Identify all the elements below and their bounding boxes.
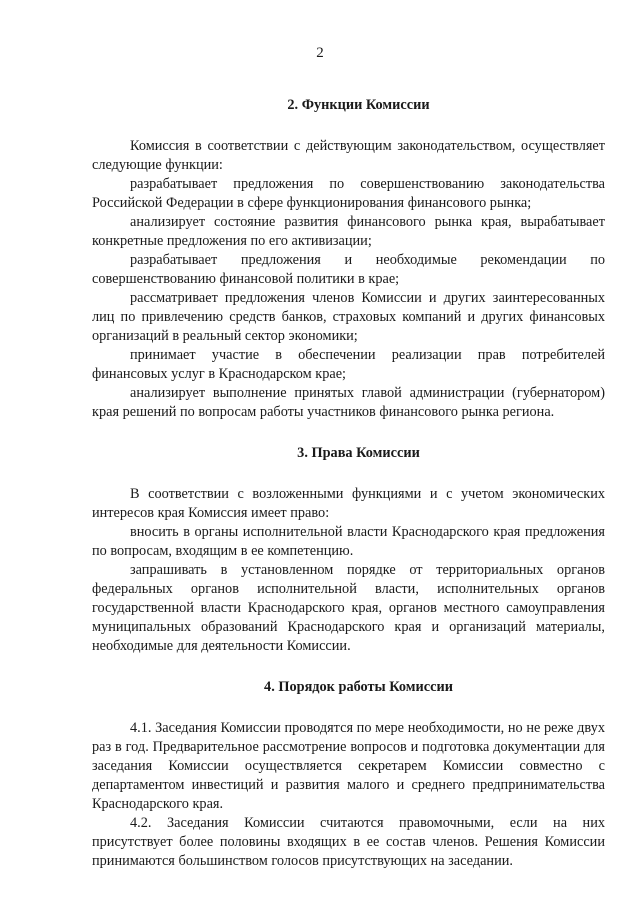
- paragraph: разрабатывает предложения и необходимые рекомендации по совершенствованию финансовой политики в крае;: [92, 252, 605, 287]
- section-heading: 3. Права Комиссии: [297, 445, 420, 461]
- section-rights: [92, 444, 605, 656]
- paragraph: разрабатывает предложения по совершенствованию законодательства Российской Федерации в сфере функционирования финансового рынка;: [92, 176, 605, 211]
- paragraph: рассматривает предложения членов Комиссии и других заинтересованных лиц по привлечению средств банков, страховых компаний и других финансовых организаций в реальный сектор экономики;: [92, 290, 605, 344]
- paragraph: 4.2. Заседания Комиссии считаются правомочными, если на них присутствует более половины входящих в ее состав членов. Решения Комиссии принимаются большинством голосов присутствующих на заседании.: [92, 815, 605, 869]
- page-number: 2: [316, 45, 324, 61]
- section-heading: 4. Порядок работы Комиссии: [264, 679, 453, 695]
- paragraph: 4.1. Заседания Комиссии проводятся по мере необходимости, но не реже двух раз в год. Предварительное рассмотрение вопросов и подготовка документации для заседания Комиссии осуществляется секретарем Комиссии совместно с департаментом инвестиций и развития малого и среднего предпринимательства Краснодарского края.: [92, 720, 605, 812]
- section-heading: 2. Функции Комиссии: [287, 97, 430, 113]
- paragraph: вносить в органы исполнительной власти Краснодарского края предложения по вопросам, входящим в ее компетенцию.: [92, 524, 605, 559]
- paragraph: В соответствии с возложенными функциями и с учетом экономических интересов края Комиссия имеет право:: [92, 486, 605, 521]
- section-functions: [92, 96, 605, 422]
- section-procedure: [92, 678, 605, 871]
- paragraph: анализирует выполнение принятых главой администрации (губернатором) края решений по вопросам работы участников финансового рынка региона.: [92, 385, 605, 420]
- paragraph: Комиссия в соответствии с действующим законодательством, осуществляет следующие функции:: [92, 138, 605, 173]
- paragraph: анализирует состояние развития финансового рынка края, вырабатывает конкретные предложения по его активизации;: [92, 214, 605, 249]
- paragraph: принимает участие в обеспечении реализации прав потребителей финансовых услуг в Краснодарском крае;: [92, 347, 605, 382]
- paragraph: запрашивать в установленном порядке от территориальных органов федеральных органов исполнительной власти, исполнительных органов государственной власти Краснодарского края, органов местного самоуправления муниципальных образований Краснодарского края и организаций материалы, необходимые для деятельности Комиссии.: [92, 562, 605, 654]
- document-body: [92, 96, 605, 871]
